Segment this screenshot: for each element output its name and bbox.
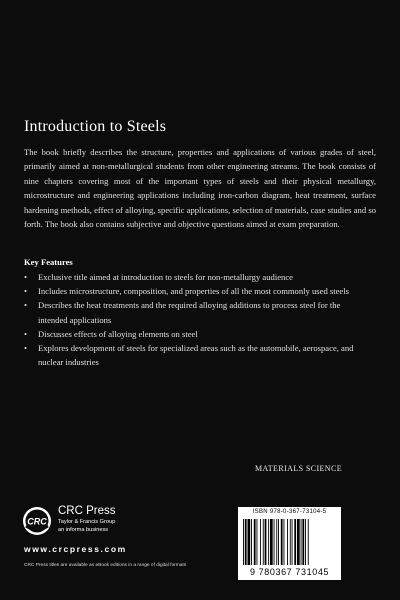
barcode-bar: [243, 519, 244, 565]
barcode-bar: [287, 519, 288, 565]
feature-item: [24, 298, 354, 326]
crc-logo-icon: [22, 506, 52, 536]
publisher-website: www.crcpress.com: [24, 544, 127, 554]
publisher-parent: an informa business: [58, 527, 109, 533]
barcode-bar: [265, 519, 267, 565]
feature-text: Discusses effects of alloying elements on steel: [38, 328, 198, 339]
feature-item: [24, 341, 354, 369]
barcode-bar: [301, 519, 302, 565]
publisher-name: CRC Press: [58, 505, 116, 517]
bullet-icon: •: [24, 343, 28, 354]
barcode-bar: [257, 519, 258, 565]
publisher-group: Taylor & Francis Group: [58, 519, 116, 525]
publisher-block: [58, 505, 116, 534]
barcode-bar: [292, 519, 293, 565]
barcode-bar: [278, 519, 279, 565]
feature-item: [24, 327, 354, 341]
feature-item: [24, 270, 354, 284]
book-description: The book briefly describes the structure, properties and applications of various grades of steel, primarily aimed at non-metallurgical students from other engineering streams. The book consists of nine chapters covering most of the important types of steels and their physical metallurgy, microstructure and engineering applications including iron-carbon diagram, heat treatment, surface hardening methods, effect of alloying, specific applications, selection of materials, case studies and so forth. The book also contains subjective and objective questions aimed at exam preparation.: [24, 147, 376, 230]
feature-text: Exclusive title aimed at introduction to steels for non-metallurgy audience: [38, 272, 293, 282]
feature-text: Describes the heat treatments and the required alloying additions to process steel for the intended applications: [38, 300, 341, 325]
barcode-bar: [263, 519, 264, 565]
barcode-bar: [305, 519, 306, 565]
barcode-bar: [268, 519, 269, 565]
section-title: Introduction to Steels: [24, 118, 167, 135]
barcode-bar: [294, 519, 296, 565]
barcode-icon: [242, 519, 337, 567]
feature-text: Explores development of steels for specialized areas such as the automobile, aerospace, and nuclear industries: [38, 343, 354, 368]
bullet-icon: •: [24, 286, 28, 297]
barcode-bar: [302, 519, 304, 565]
barcode-bar: [281, 519, 283, 565]
barcode-bar: [290, 519, 291, 565]
barcode-bar: [297, 519, 300, 565]
barcode-bar: [308, 519, 309, 565]
barcode-bar: [245, 519, 247, 565]
bullet-icon: •: [24, 272, 28, 282]
barcode-digits: 9 780367 731045: [249, 567, 330, 577]
barcode-bar: [254, 519, 256, 565]
barcode-bar: [251, 519, 252, 565]
barcode-bar: [248, 519, 251, 565]
feature-item: [24, 284, 354, 298]
bullet-icon: •: [24, 300, 28, 311]
barcode-panel: [238, 507, 341, 580]
barcode-bar: [276, 519, 277, 565]
logo-text: CRC: [27, 516, 47, 527]
key-features-heading: Key Features: [24, 257, 73, 267]
feature-text: Includes microstructure, composition, and properties of all the most commonly used steels: [38, 286, 349, 297]
barcode-bar: [260, 519, 261, 565]
bullet-icon: •: [24, 328, 28, 339]
barcode-bar: [284, 519, 285, 565]
isbn-label: ISBN 978-0-367-73104-5: [252, 509, 327, 515]
barcode-bar: [274, 519, 275, 565]
subject-category: MATERIALS SCIENCE: [254, 464, 342, 473]
key-features-list: [24, 270, 354, 369]
barcode-bar: [270, 519, 273, 565]
ebook-note: CRC Press titles are available as eBook editions in a range of digital formats: [24, 563, 187, 568]
